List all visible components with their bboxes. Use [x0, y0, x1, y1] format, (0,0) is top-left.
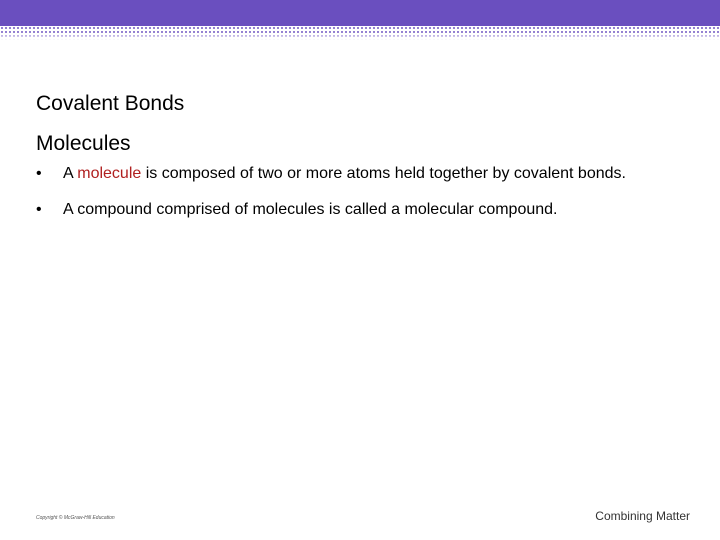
copyright-notice: Copyright © McGraw-Hill Education: [36, 515, 115, 521]
bullet-text: A compound comprised of molecules is called a molecular compound.: [63, 201, 558, 218]
bullet-list: [36, 164, 656, 236]
bullet-item: [36, 200, 656, 220]
slide-subtitle: Molecules: [36, 132, 131, 155]
bullet-marker: •: [36, 201, 42, 218]
footer-section-label: Combining Matter: [595, 509, 690, 523]
slide-title: Covalent Bonds: [36, 92, 185, 115]
header-dot-pattern: [0, 26, 720, 40]
highlighted-term: molecule: [77, 165, 142, 182]
bullet-item: [36, 164, 656, 184]
header-band: [0, 0, 720, 26]
bullet-marker: •: [36, 165, 42, 182]
bullet-text-after: is composed of two or more atoms held together by covalent bonds.: [141, 165, 626, 182]
bullet-text-before: A: [63, 165, 78, 182]
